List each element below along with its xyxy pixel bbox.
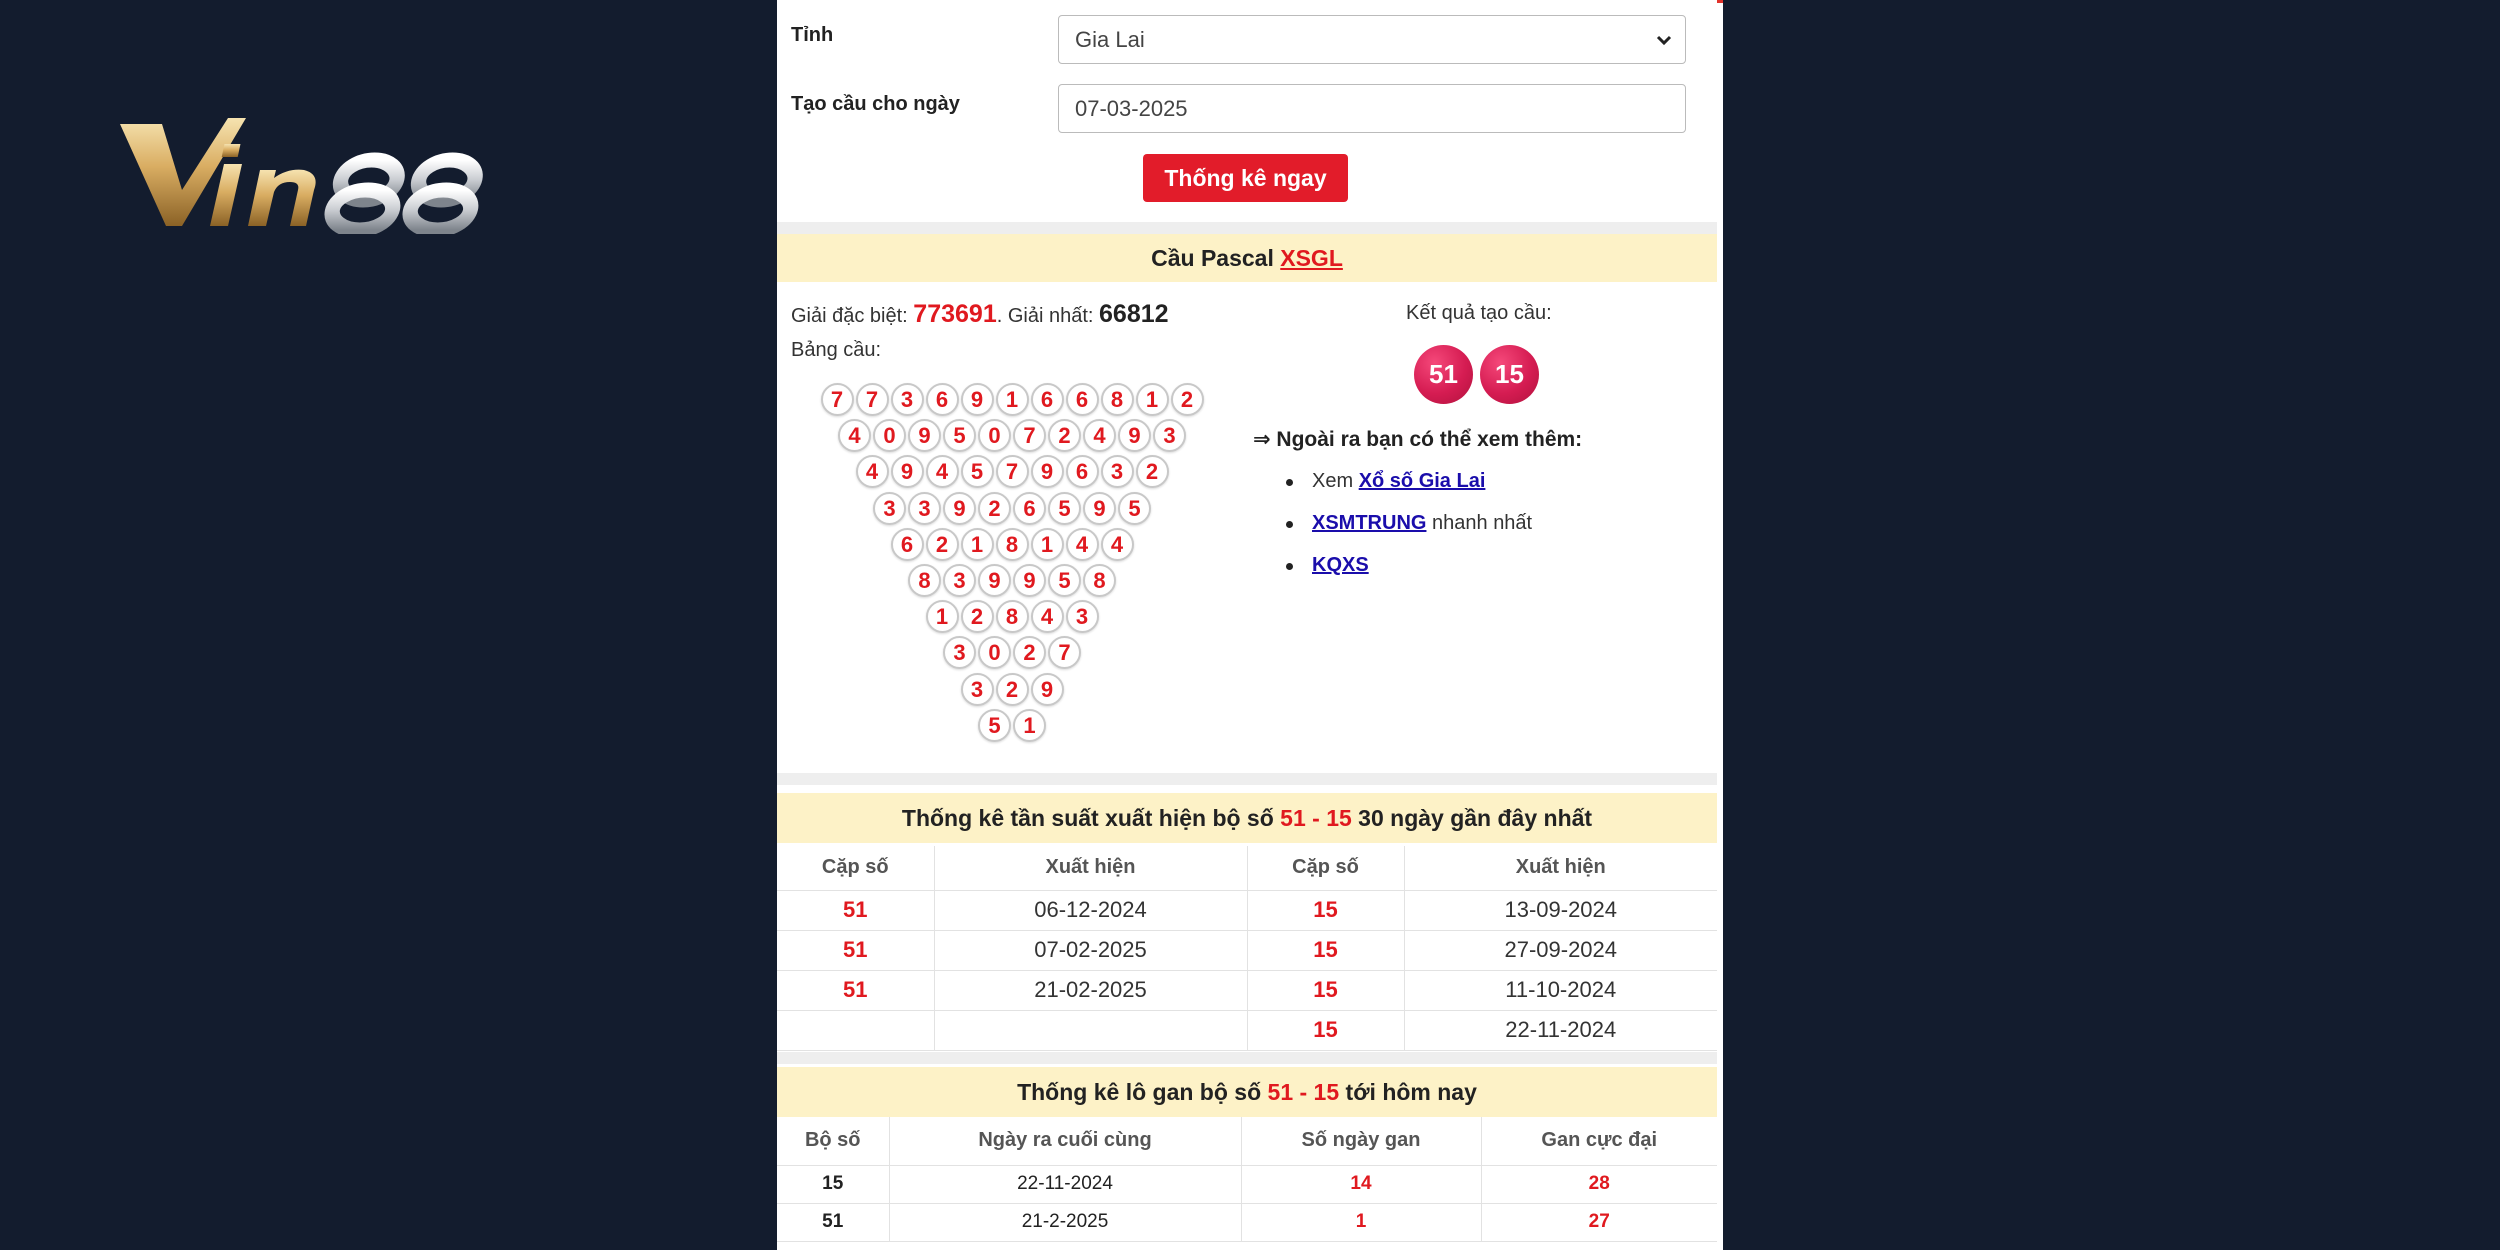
digit-ball: 2 <box>1171 383 1204 416</box>
pascal-header <box>777 234 1717 282</box>
first-value: 66812 <box>1099 300 1169 328</box>
gan-max-cell: 28 <box>1481 1165 1717 1203</box>
digit-ball: 6 <box>1066 383 1099 416</box>
triangle-row <box>891 528 1136 562</box>
freq-title-prefix: Thống kê tần suất xuất hiện bộ số <box>901 805 1274 831</box>
date-input[interactable] <box>1058 84 1686 133</box>
digit-ball: 2 <box>961 600 994 633</box>
digit-ball: 9 <box>978 564 1011 597</box>
digit-ball: 4 <box>856 455 889 488</box>
digit-ball: 7 <box>856 383 889 416</box>
pair-cell: 15 <box>1247 930 1404 970</box>
date-cell: 06-12-2024 <box>934 890 1247 930</box>
divider <box>777 1052 1717 1064</box>
pair-cell: 51 <box>777 970 934 1010</box>
date-value: 07-03-2025 <box>1075 96 1188 121</box>
main-panel <box>777 0 1723 1250</box>
pascal-title: Cầu Pascal <box>1151 245 1274 271</box>
digit-ball: 0 <box>978 636 1011 669</box>
xsgl-link[interactable]: XSGL <box>1280 245 1343 271</box>
list-item <box>1286 470 1532 512</box>
date-cell <box>934 1010 1247 1050</box>
digit-ball: 3 <box>943 636 976 669</box>
digit-ball: 9 <box>908 419 941 452</box>
table-row <box>777 970 1717 1010</box>
table-row <box>777 1203 1717 1241</box>
digit-ball: 5 <box>961 455 994 488</box>
digit-ball: 7 <box>821 383 854 416</box>
digit-ball: 6 <box>1066 455 1099 488</box>
digit-ball: 3 <box>961 673 994 706</box>
table-header-row <box>777 846 1717 890</box>
pair-cell: 51 <box>777 1203 889 1241</box>
special-value: 773691 <box>913 300 997 328</box>
province-value: Gia Lai <box>1075 27 1145 52</box>
digit-ball: 6 <box>1013 492 1046 525</box>
gan-title-suffix: tới hôm nay <box>1345 1079 1477 1105</box>
pair-cell: 51 <box>777 930 934 970</box>
digit-ball: 8 <box>996 528 1029 561</box>
digit-ball: 1 <box>1031 528 1064 561</box>
digit-ball: 2 <box>926 528 959 561</box>
digit-ball: 9 <box>1118 419 1151 452</box>
column-header: Xuất hiện <box>1404 846 1717 890</box>
digit-ball: 1 <box>926 600 959 633</box>
prize-info <box>791 300 1169 329</box>
date-cell: 11-10-2024 <box>1404 970 1717 1010</box>
submit-button[interactable]: Thống kê ngay <box>1143 154 1348 202</box>
column-header: Bộ số <box>777 1117 889 1165</box>
logo-graphic <box>120 118 500 234</box>
digit-ball: 9 <box>1031 673 1064 706</box>
divider <box>777 773 1717 785</box>
result-label: Kết quả tạo cầu: <box>1406 302 1552 324</box>
digit-ball: 4 <box>1083 419 1116 452</box>
digit-ball: 2 <box>1136 455 1169 488</box>
digit-ball: 7 <box>996 455 1029 488</box>
digit-ball: 8 <box>1083 564 1116 597</box>
gan-table <box>777 1117 1717 1242</box>
digit-ball: 1 <box>996 383 1029 416</box>
date-cell: 27-09-2024 <box>1404 930 1717 970</box>
digit-ball: 6 <box>926 383 959 416</box>
triangle-row <box>838 419 1188 453</box>
list-item <box>1286 554 1532 596</box>
digit-ball: 3 <box>1066 600 1099 633</box>
digit-ball: 4 <box>1066 528 1099 561</box>
gan-header <box>777 1067 1717 1117</box>
digit-ball: 5 <box>943 419 976 452</box>
freq-title-suffix: 30 ngày gần đây nhất <box>1358 805 1593 831</box>
date-cell: 22-11-2024 <box>889 1165 1241 1203</box>
digit-ball: 8 <box>996 600 1029 633</box>
digit-ball: 6 <box>891 528 924 561</box>
table-row <box>777 1165 1717 1203</box>
digit-ball: 5 <box>1118 492 1151 525</box>
xo-so-gia-lai-link[interactable]: Xổ số Gia Lai <box>1358 470 1486 492</box>
digit-ball: 3 <box>943 564 976 597</box>
result-ball-2: 15 <box>1480 345 1539 404</box>
digit-ball: 9 <box>961 383 994 416</box>
digit-ball: 2 <box>978 492 1011 525</box>
digit-ball: 0 <box>873 419 906 452</box>
digit-ball: 8 <box>908 564 941 597</box>
triangle-row <box>873 492 1153 526</box>
digit-ball: 6 <box>1031 383 1064 416</box>
digit-ball: 3 <box>873 492 906 525</box>
freq-table <box>777 846 1717 1051</box>
list-item <box>1286 512 1532 554</box>
column-header: Xuất hiện <box>934 846 1247 890</box>
pair-cell: 15 <box>1247 970 1404 1010</box>
triangle-row <box>943 636 1083 670</box>
triangle-row <box>908 564 1118 598</box>
pair-cell: 15 <box>1247 890 1404 930</box>
digit-ball: 9 <box>1031 455 1064 488</box>
kqxs-link[interactable]: KQXS <box>1312 554 1369 576</box>
province-label: Tỉnh <box>791 24 834 46</box>
table-row <box>777 930 1717 970</box>
digit-ball: 1 <box>961 528 994 561</box>
vin88-logo[interactable] <box>120 118 500 234</box>
gan-title-prefix: Thống kê lô gan bộ số <box>1017 1079 1262 1105</box>
digit-ball: 7 <box>1048 636 1081 669</box>
divider <box>777 222 1717 234</box>
date-cell: 21-02-2025 <box>934 970 1247 1010</box>
digit-ball: 4 <box>838 419 871 452</box>
date-cell: 21-2-2025 <box>889 1203 1241 1241</box>
freq-header <box>777 793 1717 843</box>
digit-ball: 3 <box>1101 455 1134 488</box>
column-header: Số ngày gan <box>1241 1117 1481 1165</box>
triangle-row <box>926 600 1101 634</box>
triangle-row <box>978 709 1048 743</box>
triangle-row <box>821 383 1206 417</box>
digit-ball: 1 <box>1136 383 1169 416</box>
column-header: Gan cực đại <box>1481 1117 1717 1165</box>
freq-title-pair: 51 - 15 <box>1280 805 1352 831</box>
column-header: Ngày ra cuối cùng <box>889 1117 1241 1165</box>
digit-ball: 8 <box>1101 383 1134 416</box>
digit-ball: 4 <box>926 455 959 488</box>
digit-ball: 0 <box>978 419 1011 452</box>
pair-cell <box>777 1010 934 1050</box>
result-ball-1: 51 <box>1414 345 1473 404</box>
triangle-row <box>856 455 1171 489</box>
table-label: Bảng cầu: <box>791 339 882 361</box>
gan-days-cell: 1 <box>1241 1203 1481 1241</box>
digit-ball: 9 <box>891 455 924 488</box>
digit-ball: 4 <box>1031 600 1064 633</box>
digit-ball: 9 <box>1083 492 1116 525</box>
digit-ball: 1 <box>1013 709 1046 742</box>
more-title: ⇒ Ngoài ra bạn có thể xem thêm: <box>1253 428 1583 451</box>
table-row <box>777 1010 1717 1050</box>
filter-form <box>777 0 1717 222</box>
triangle-row <box>961 673 1066 707</box>
digit-ball: 3 <box>1153 419 1186 452</box>
gan-max-cell: 27 <box>1481 1203 1717 1241</box>
column-header: Cặp số <box>1247 846 1404 890</box>
digit-ball: 9 <box>943 492 976 525</box>
special-label: Giải đặc biệt: <box>791 305 908 327</box>
digit-ball: 2 <box>1013 636 1046 669</box>
gan-days-cell: 14 <box>1241 1165 1481 1203</box>
digit-ball: 5 <box>1048 492 1081 525</box>
pair-cell: 15 <box>777 1165 889 1203</box>
digit-ball: 7 <box>1013 419 1046 452</box>
more-2-suffix: nhanh nhất <box>1432 512 1533 534</box>
gan-title-pair: 51 - 15 <box>1267 1079 1340 1105</box>
date-cell: 22-11-2024 <box>1404 1010 1717 1050</box>
table-row <box>777 890 1717 930</box>
more-1-prefix: Xem <box>1312 470 1354 492</box>
pair-cell: 15 <box>1247 1010 1404 1050</box>
digit-ball: 5 <box>1048 564 1081 597</box>
digit-ball: 4 <box>1101 528 1134 561</box>
first-label: . Giải nhất: <box>996 305 1094 327</box>
digit-ball: 3 <box>908 492 941 525</box>
digit-ball: 2 <box>1048 419 1081 452</box>
digit-ball: 9 <box>1013 564 1046 597</box>
digit-ball: 5 <box>978 709 1011 742</box>
column-header: Cặp số <box>777 846 934 890</box>
date-cell: 07-02-2025 <box>934 930 1247 970</box>
chevron-down-icon <box>1655 29 1673 51</box>
digit-ball: 2 <box>996 673 1029 706</box>
date-label: Tạo cầu cho ngày <box>791 93 960 115</box>
pair-cell: 51 <box>777 890 934 930</box>
province-select[interactable] <box>1058 15 1686 64</box>
table-header-row <box>777 1117 1717 1165</box>
date-cell: 13-09-2024 <box>1404 890 1717 930</box>
digit-ball: 3 <box>891 383 924 416</box>
xsmtrung-link[interactable]: XSMTRUNG <box>1312 512 1427 534</box>
more-links-list <box>1286 470 1532 596</box>
